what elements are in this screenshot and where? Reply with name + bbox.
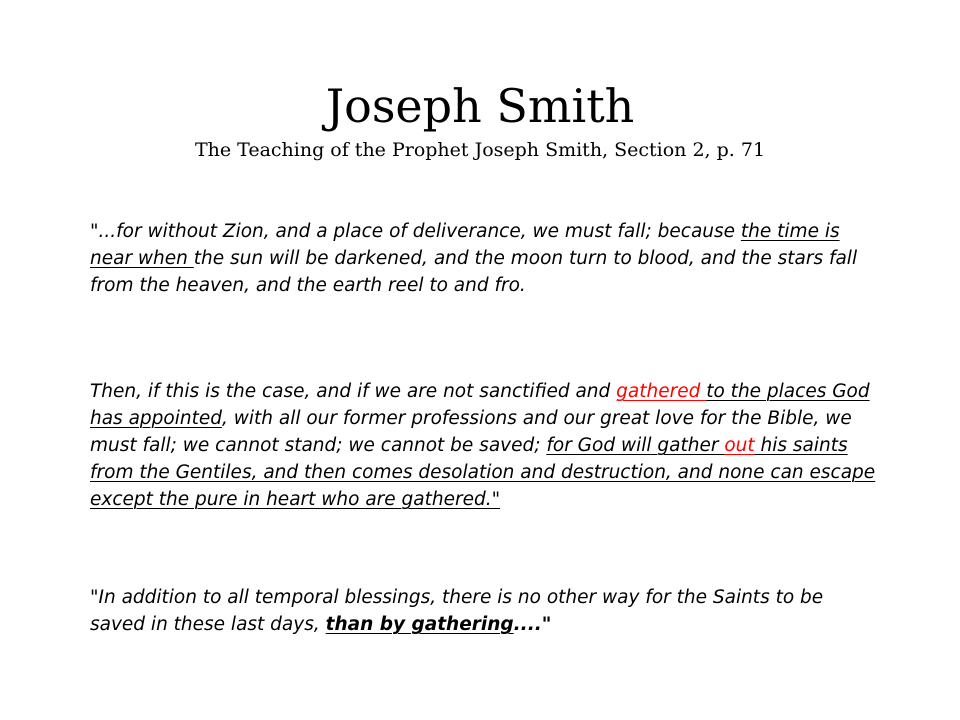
p3-text-a: "In addition to all temporal blessings, there is no other way for the Saints to be saved in these last days, [90,587,824,635]
p3-text-c: ...." [513,614,552,635]
p2-highlight-out: out [724,435,755,456]
p1-underlined-phrase: the time is near when [90,221,840,269]
p1-text-a: "...for without Zion, and a place of deliverance, we must fall; because [90,221,741,242]
p1-text-c: the sun will be darkened, and the moon turn to blood, and the stars fall from the heaven, and the earth reel to and fro. [90,248,858,296]
p2-text-d: , with all our former professions and our great love for the Bible, we must fall; we cannot stand; we cannot be saved; [90,408,852,456]
p2-highlight-gathered: gathered [616,381,707,402]
title-block [0,78,960,162]
p2-underlined-places: to the places God has appointed [90,381,870,429]
quote-paragraph-3 [90,584,880,638]
slide-title: Joseph Smith [325,79,635,133]
p2-text-a: Then, if this is the case, and if we are not sanctified and [90,381,617,402]
p2-underlined-gather: for God will gather [546,435,725,456]
p3-emphasis-gathering: than by gathering [325,614,514,635]
slide-subtitle: The Teaching of the Prophet Joseph Smith, Section 2, p. 71 [194,139,766,161]
quote-paragraph-2 [90,378,880,513]
quote-paragraph-1 [90,218,880,299]
p2-underlined-saints: his saints from the Gentiles, and then comes desolation and destruction, and none can escape except the pure in heart who are gathered." [90,435,876,510]
